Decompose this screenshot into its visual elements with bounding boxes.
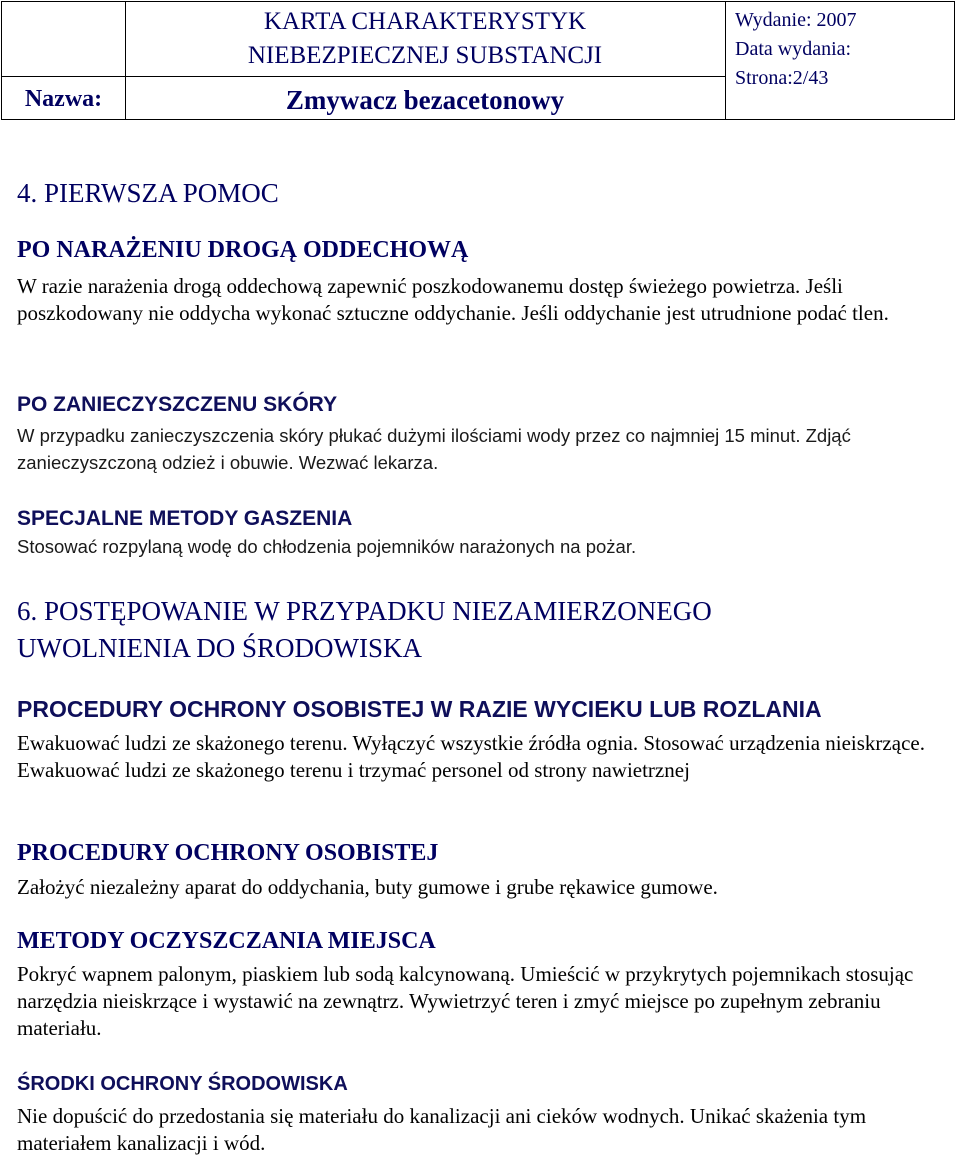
- subsection-heading: PROCEDURY OCHRONY OSOBISTEJ W RAZIE WYCIEKU LUB ROZLANIA: [17, 696, 822, 722]
- issue-date-label: Data wydania:: [735, 38, 852, 60]
- subsection-heading: PO NARAŻENIU DROGĄ ODDECHOWĄ: [17, 237, 469, 263]
- edition-label: Wydanie: 2007: [735, 9, 857, 31]
- header-divider: [2, 76, 725, 77]
- subsection-heading: METODY OCZYSZCZANIA MIEJSCA: [17, 928, 436, 954]
- subsection-heading: PROCEDURY OCHRONY OSOBISTEJ: [17, 840, 439, 866]
- section-title: [17, 593, 712, 667]
- paragraph: Stosować rozpylaną wodę do chłodzenia pojemników narażonych na pożar.: [17, 536, 637, 557]
- subsection-heading: PO ZANIECZYSZCZENU SKÓRY: [17, 393, 338, 416]
- document-meta: [735, 6, 857, 93]
- paragraph: Nie dopuścić do przedostania się materiału do kanalizacji ani cieków wodnych. Unikać skażenia tym materiałem kanalizacji i wód.: [17, 1104, 867, 1155]
- document-header: [1, 1, 955, 120]
- subsection-heading: SPECJALNE METODY GASZENIA: [17, 507, 353, 530]
- subsection-heading: ŚRODKI OCHRONY ŚRODOWISKA: [17, 1073, 348, 1095]
- product-name-label: Nazwa:: [24, 86, 103, 112]
- header-divider: [725, 2, 726, 119]
- paragraph: W razie narażenia drogą oddechową zapewnić poszkodowanemu dostęp świeżego powietrza. Jeśli poszkodowany nie oddycha wykonać sztuczne oddychanie. Jeśli oddychanie jest utrudnione podać tlen.: [17, 274, 889, 325]
- document-title-line: KARTA CHARAKTERYSTYK: [263, 8, 587, 35]
- section-title-line: 6. POSTĘPOWANIE W PRZYPADKU NIEZAMIERZONEGO: [17, 596, 712, 626]
- paragraph: Założyć niezależny aparat do oddychania, buty gumowe i grube rękawice gumowe.: [17, 875, 718, 899]
- page-number: Strona:2/43: [735, 67, 829, 89]
- section-title: 4. PIERWSZA POMOC: [17, 178, 279, 208]
- paragraph: Pokryć wapnem palonym, piaskiem lub sodą kalcynowaną. Umieścić w przykrytych pojemnikach stosując narzędzia nieiskrzące i wystawić na zewnątrz. Wywietrzyć teren i zmyć miejsce po zupełnym zebraniu materiału.: [17, 962, 914, 1040]
- paragraph: Ewakuować ludzi ze skażonego terenu. Wyłączyć wszystkie źródła ognia. Stosować urządzenia nieiskrzące. Ewakuować ludzi ze skażonego terenu i trzymać personel od strony nawietrznej: [17, 731, 925, 782]
- document-title: [125, 5, 725, 73]
- section-title-line: UWOLNIENIA DO ŚRODOWISKA: [17, 633, 422, 663]
- product-name: Zmywacz bezacetonowy: [285, 85, 565, 115]
- document-title-line: NIEBEZPIECZNEJ SUBSTANCJI: [247, 42, 603, 69]
- paragraph: W przypadku zanieczyszczenia skóry płukać dużymi ilościami wody przez co najmniej 15 minut. Zdjąć zanieczyszczoną odzież i obuwie. Wezwać lekarza.: [17, 425, 851, 473]
